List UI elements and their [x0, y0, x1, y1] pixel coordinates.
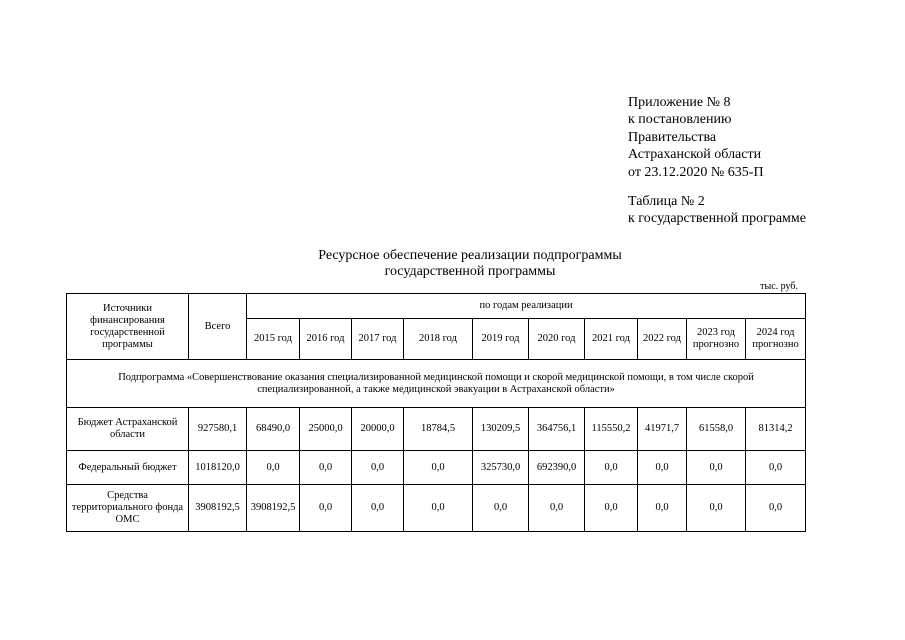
value-cell: 61558,0 — [687, 408, 746, 451]
header-years-group: по годам реализации — [247, 294, 806, 319]
source-cell: Федеральный бюджет — [67, 451, 189, 485]
document-title — [270, 248, 670, 280]
value-cell: 0,0 — [585, 451, 638, 485]
appendix-line: Астраханской области — [628, 147, 762, 163]
value-cell: 115550,2 — [585, 408, 638, 451]
table-number-line: Таблица № 2 — [628, 194, 705, 210]
total-cell: 927580,1 — [189, 408, 247, 451]
value-cell: 0,0 — [300, 485, 352, 532]
table-row — [67, 451, 806, 485]
resource-table — [66, 293, 806, 532]
value-cell: 0,0 — [638, 485, 687, 532]
value-cell: 0,0 — [247, 451, 300, 485]
value-cell: 325730,0 — [473, 451, 529, 485]
total-cell: 3908192,5 — [189, 485, 247, 532]
subprogram-row — [67, 360, 806, 408]
value-cell: 364756,1 — [529, 408, 585, 451]
header-year: 2016 год — [300, 319, 352, 360]
title-line: Ресурсное обеспечение реализации подпрограммы — [318, 248, 622, 263]
header-source: Источники финансирования государственной программы — [67, 294, 189, 360]
header-total: Всего — [189, 294, 247, 360]
header-year: 2017 год — [352, 319, 404, 360]
value-cell: 0,0 — [404, 485, 473, 532]
total-cell: 1018120,0 — [189, 451, 247, 485]
subprogram-title: Подпрограмма «Совершенствование оказания специализированной медицинской помощи и скорой медицинской помощи, в том числе скорой специализированной, а также медицинской эвакуации в Астраханской области» — [67, 360, 806, 408]
unit-label: тыс. руб. — [760, 281, 798, 292]
title-line: государственной программы — [384, 264, 556, 279]
appendix-line: к постановлению — [628, 112, 732, 128]
table-row — [67, 485, 806, 532]
value-cell: 0,0 — [300, 451, 352, 485]
table-number-line: к государственной программе — [628, 211, 806, 227]
header-year: 2019 год — [473, 319, 529, 360]
value-cell: 68490,0 — [247, 408, 300, 451]
value-cell: 0,0 — [404, 451, 473, 485]
appendix-line: Правительства — [628, 129, 717, 145]
spacer — [628, 181, 806, 193]
header-year: 2022 год — [638, 319, 687, 360]
value-cell: 0,0 — [352, 451, 404, 485]
appendix-block — [628, 94, 806, 228]
value-cell: 0,0 — [687, 451, 746, 485]
value-cell: 0,0 — [585, 485, 638, 532]
header-year: 2021 год — [585, 319, 638, 360]
table-row — [67, 408, 806, 451]
value-cell: 692390,0 — [529, 451, 585, 485]
value-cell: 0,0 — [529, 485, 585, 532]
value-cell: 20000,0 — [352, 408, 404, 451]
value-cell: 0,0 — [473, 485, 529, 532]
value-cell: 3908192,5 — [247, 485, 300, 532]
header-year: 2015 год — [247, 319, 300, 360]
value-cell: 130209,5 — [473, 408, 529, 451]
appendix-line: Приложение № 8 — [628, 95, 731, 110]
header-year: 2018 год — [404, 319, 473, 360]
header-year: 2023 год прогнозно — [687, 319, 746, 360]
value-cell: 0,0 — [352, 485, 404, 532]
header-year: 2020 год — [529, 319, 585, 360]
value-cell: 0,0 — [746, 485, 806, 532]
value-cell: 0,0 — [746, 451, 806, 485]
header-year: 2024 год прогнозно — [746, 319, 806, 360]
source-cell: Средства территориального фонда ОМС — [67, 485, 189, 532]
value-cell: 41971,7 — [638, 408, 687, 451]
header-row-1 — [67, 294, 806, 319]
value-cell: 0,0 — [687, 485, 746, 532]
appendix-line: от 23.12.2020 № 635-П — [628, 164, 764, 180]
value-cell: 0,0 — [638, 451, 687, 485]
value-cell: 81314,2 — [746, 408, 806, 451]
source-cell: Бюджет Астраханской области — [67, 408, 189, 451]
value-cell: 18784,5 — [404, 408, 473, 451]
value-cell: 25000,0 — [300, 408, 352, 451]
